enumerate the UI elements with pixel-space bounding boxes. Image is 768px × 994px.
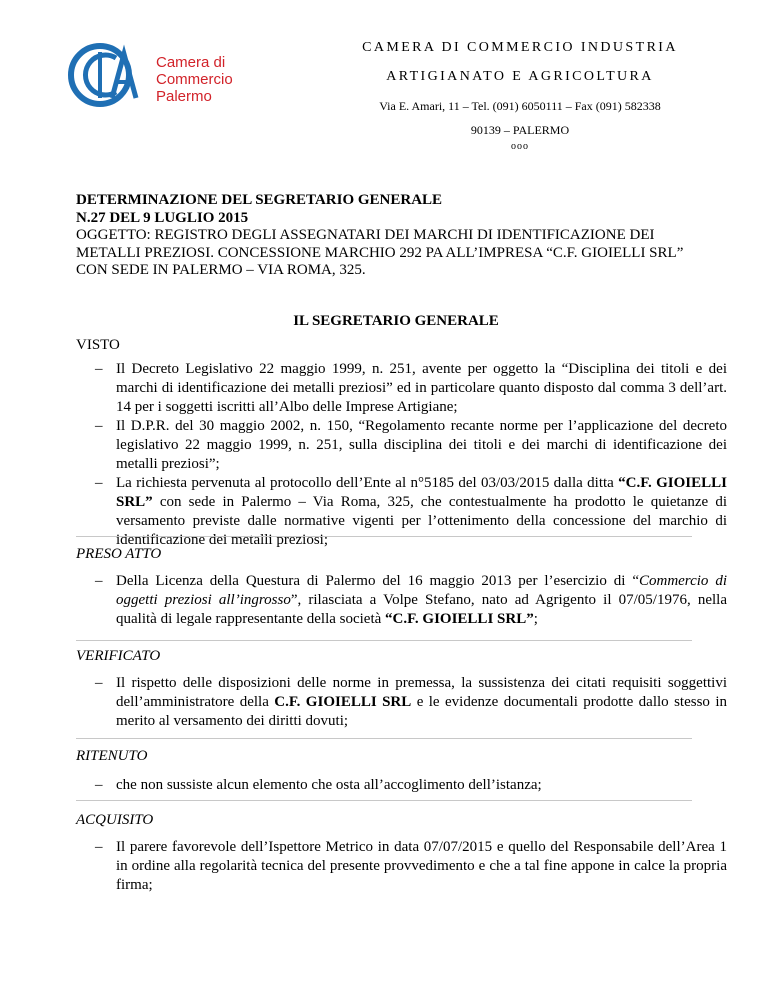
visto-item-3-post: con sede in Palermo – Via Roma, 325, che contestualmente ha prodotto le quietanze di versamento previste dalle normative vigenti per l’ottenimento della concessione del marchio di identificazione dei metalli preziosi; bbox=[116, 494, 727, 548]
dash-bullet: – bbox=[95, 573, 103, 589]
list-item bbox=[95, 572, 727, 629]
list-item bbox=[95, 360, 727, 417]
visto-item-3-company: “C.F. GIOIELLI SRL” bbox=[116, 475, 727, 510]
divider bbox=[76, 536, 692, 537]
logo-line1: Camera di Commercio bbox=[156, 54, 233, 88]
chamber-logo bbox=[64, 40, 304, 110]
preso-atto-list bbox=[95, 572, 727, 629]
visto-item-1: Il Decreto Legislativo 22 maggio 1999, n. 251, avente per oggetto la “Disciplina dei titoli e dei marchi di identificazione dei metalli preziosi” ed in particolare quanto disposto dal comma 3 dell’art. 14 per i soggetti iscritti all’Albo delle Imprese Artigiane; bbox=[116, 361, 727, 415]
list-item bbox=[95, 776, 727, 795]
section-title: IL SEGRETARIO GENERALE bbox=[293, 313, 499, 329]
dash-bullet: – bbox=[95, 675, 103, 691]
preso-atto-activity: Commercio di oggetti preziosi all’ingrosso bbox=[116, 573, 727, 608]
preso-atto-mid: ”, rilasciata a Volpe Stefano, nato ad Agrigento il 07/05/1976, nella qualità di legale rappresentante della società bbox=[116, 592, 727, 627]
verificato-pre: Il rispetto delle disposizioni delle norme in premessa, la sussistenza dei citati requisiti soggettivi dell’amministratore della bbox=[116, 675, 727, 710]
dash-bullet: – bbox=[95, 475, 103, 491]
determination-title: DETERMINAZIONE DEL SEGRETARIO GENERALE bbox=[76, 192, 443, 208]
label-preso-atto: PRESO ATTO bbox=[76, 546, 162, 562]
preso-atto-post: ; bbox=[533, 611, 538, 627]
acquisito-text: Il parere favorevole dell’Ispettore Metrico in data 07/07/2015 e quello del Responsabile dell’Area 1 in ordine alla regolarità tecnica del presente provvedimento e che a tal fine appone in calce la propria firma; bbox=[116, 839, 727, 893]
label-acquisito: ACQUISITO bbox=[76, 812, 154, 828]
label-visto: VISTO bbox=[76, 337, 120, 353]
dash-bullet: – bbox=[95, 777, 103, 793]
subject-oggetto: OGGETTO: REGISTRO DEGLI ASSEGNATARI DEI MARCHI DI IDENTIFICAZIONE DEI METALLI PREZIOSI. CONCESSIONE MARCHIO 292 PA ALL’IMPRESA “C.F. GIOIELLI SRL” CON SEDE IN PALERMO – VIA ROMA, 325. bbox=[76, 227, 684, 278]
visto-item-2: Il D.P.R. del 30 maggio 2002, n. 150, “Regolamento recante norme per l’applicazione del decreto legislativo 22 maggio 1999, n. 251, sulla disciplina dei titoli e dei marchi di identificazione dei metalli preziosi”; bbox=[116, 418, 727, 472]
visto-item-3-pre: La richiesta pervenuta al protocollo dell’Ente al n°5185 del 03/03/2015 dalla ditta bbox=[116, 475, 619, 491]
header-ornament: ooo bbox=[511, 141, 529, 152]
header-address: Via E. Amari, 11 – Tel. (091) 6050111 – Fax (091) 582338 bbox=[379, 99, 661, 113]
header-line1: CAMERA DI COMMERCIO INDUSTRIA bbox=[362, 40, 678, 55]
verificato-post: e le evidenze documentali prodotte dallo stesso in merito al versamento dei diritti dovuti; bbox=[116, 694, 727, 729]
dash-bullet: – bbox=[95, 361, 103, 377]
list-item bbox=[95, 474, 727, 550]
logo-wordmark bbox=[156, 54, 304, 105]
preso-atto-company: “C.F. GIOIELLI SRL” bbox=[385, 611, 534, 627]
label-verificato: VERIFICATO bbox=[76, 648, 161, 664]
header-city: 90139 – PALERMO bbox=[470, 123, 570, 137]
visto-list bbox=[95, 360, 727, 550]
preso-atto-pre: Della Licenza della Questura di Palermo del 16 maggio 2013 per l’esercizio di “ bbox=[116, 573, 639, 589]
divider bbox=[76, 800, 692, 801]
list-item bbox=[95, 417, 727, 474]
verificato-company: C.F. GIOIELLI SRL bbox=[274, 694, 412, 710]
list-item bbox=[95, 674, 727, 731]
ritenuto-text: che non sussiste alcun elemento che osta all’accoglimento dell’istanza; bbox=[116, 777, 542, 793]
header-line2: ARTIGIANATO E AGRICOLTURA bbox=[386, 69, 654, 84]
determination-number: N.27 DEL 9 LUGLIO 2015 bbox=[76, 209, 249, 226]
subject-block bbox=[76, 192, 716, 280]
dash-bullet: – bbox=[95, 418, 103, 434]
verificato-list bbox=[95, 674, 727, 731]
logo-line2: Palermo bbox=[156, 88, 212, 105]
divider bbox=[76, 640, 692, 641]
divider bbox=[76, 738, 692, 739]
list-item bbox=[95, 838, 727, 895]
label-ritenuto: RITENUTO bbox=[76, 748, 148, 764]
dash-bullet: – bbox=[95, 839, 103, 855]
acquisito-list bbox=[95, 838, 727, 895]
ritenuto-list bbox=[95, 776, 727, 795]
chamber-emblem-icon bbox=[64, 40, 154, 110]
